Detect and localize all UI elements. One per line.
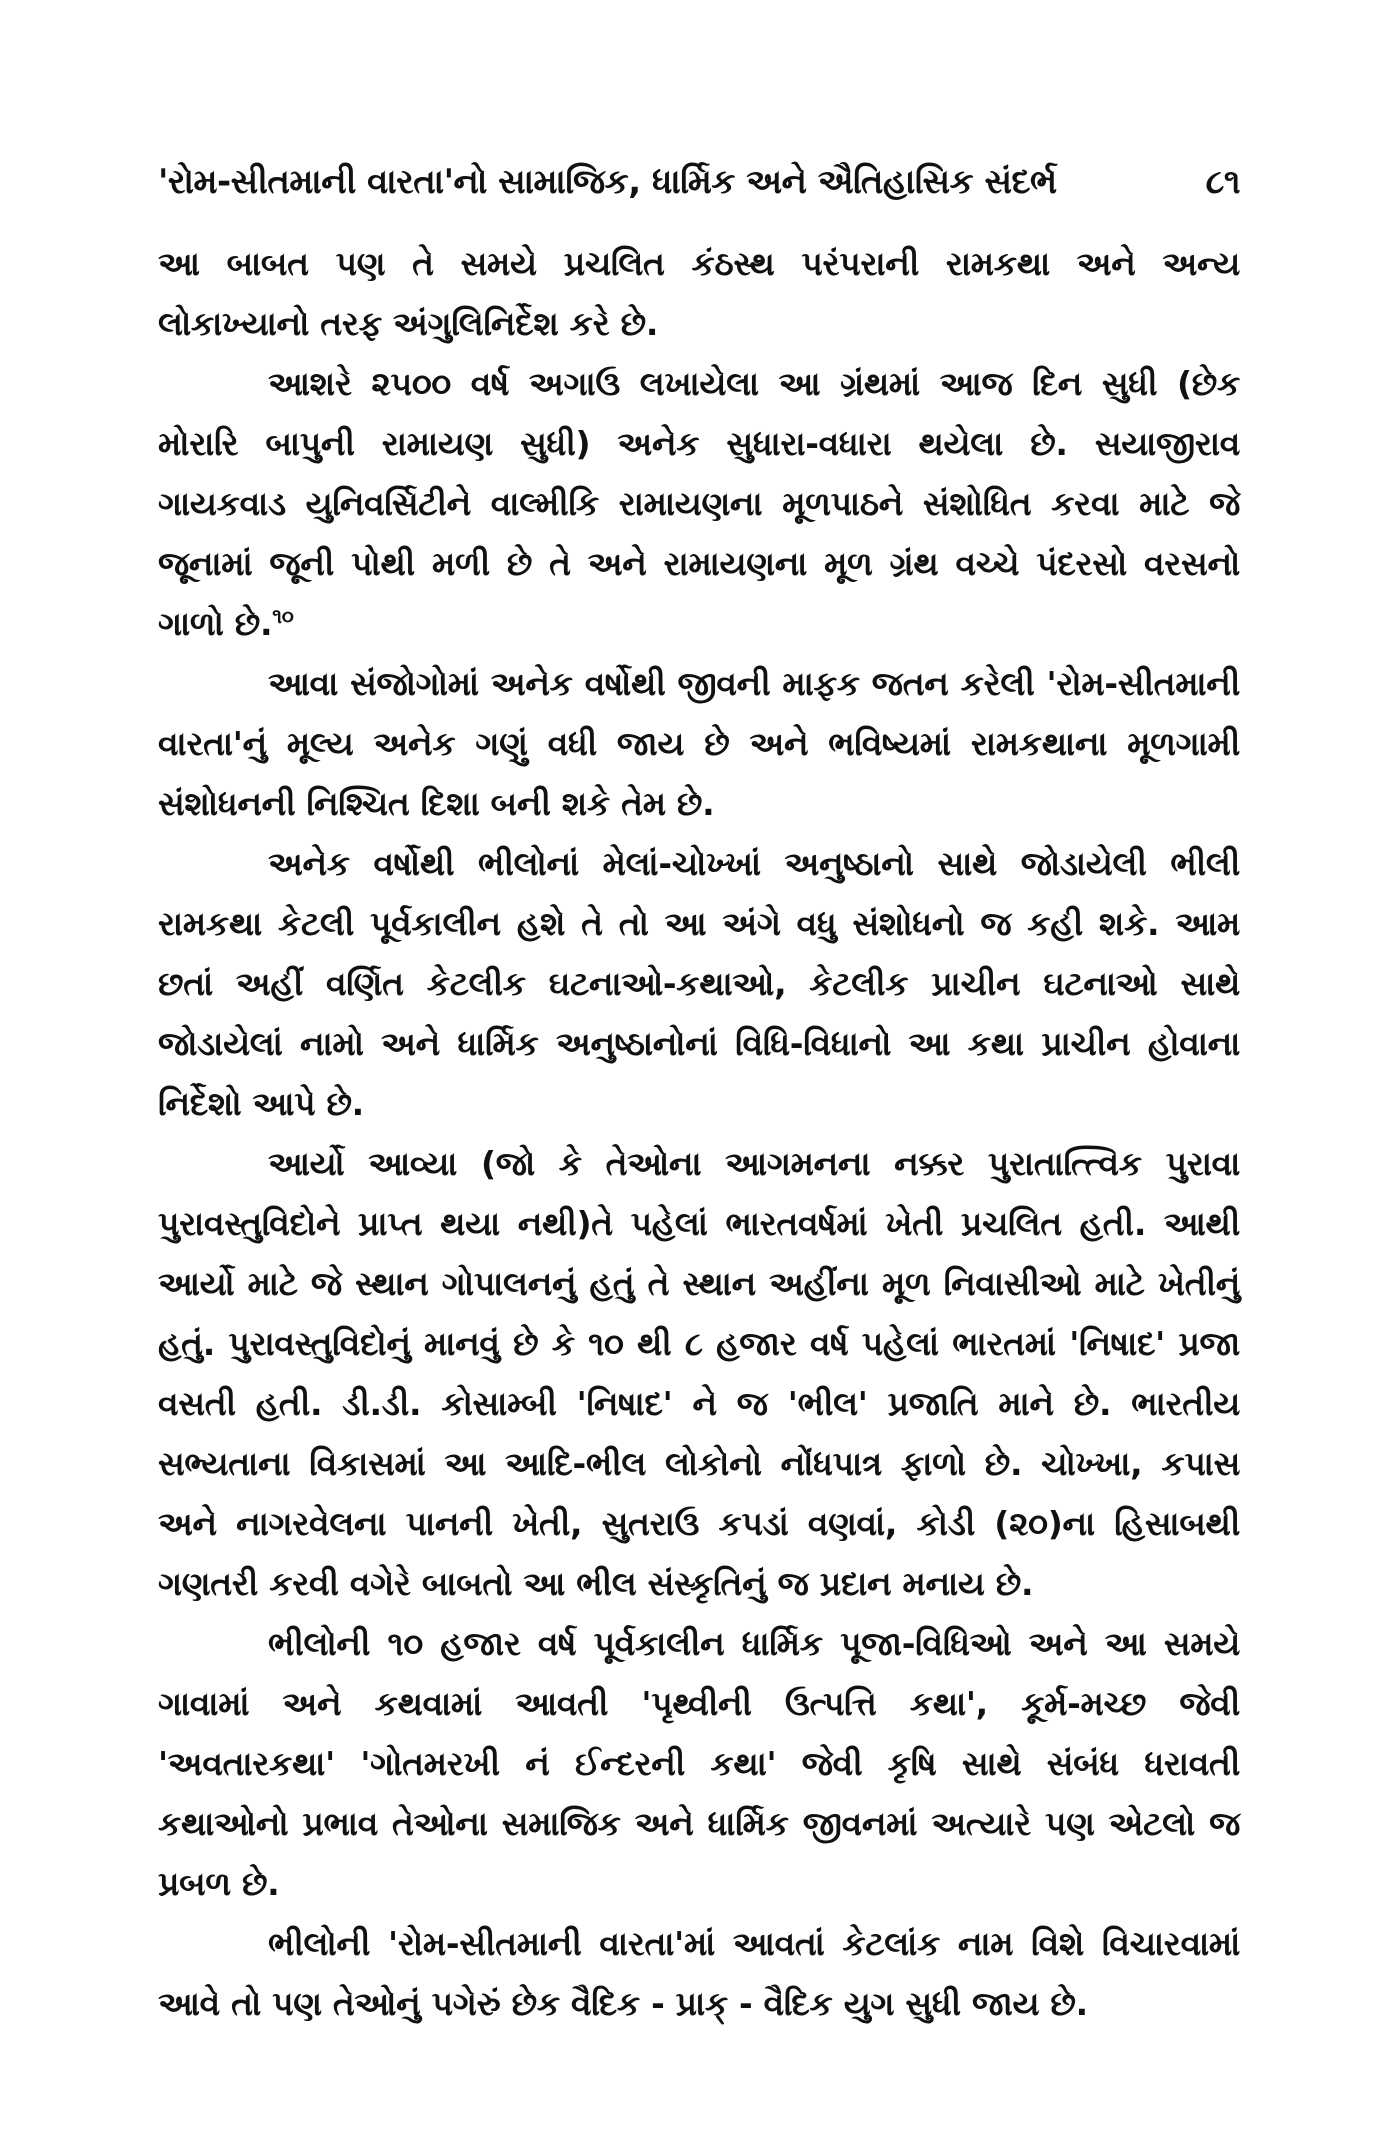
paragraph-4-text: અનેક વર્ષોથી ભીલોનાં મેલાં-ચોખ્ખાં અનુષ્ઠાનો સાથે જોડાયેલી ભીલી રામકથા કેટલી પૂર્વકાલીન હશે તે તો આ અંગે વધુ સંશોધનો જ કહી શકે. આમ છતાં અહીં વર્ણિત કેટલીક ઘટનાઓ-કથાઓ, કેટલીક પ્રાચીન ઘટનાઓ સાથે જોડાયેલાં નામો અને ધાર્મિક અનુષ્ઠાનોનાં વિધિ-વિધાનો આ કથા પ્રાચીન હોવાના નિર્દેશો આપે છે. — [158, 844, 1240, 1123]
paragraph-7 — [158, 1914, 1240, 2034]
paragraph-2 — [158, 354, 1240, 654]
paragraph-1-text: આ બાબત પણ તે સમયે પ્રચલિત કંઠસ્થ પરંપરાની રામકથા અને અન્ય લોકાખ્યાનો તરફ અંગુલિનિર્દેશ કરે છે. — [158, 244, 1240, 343]
running-title: 'રોમ-સીતમાની વારતા'નો સામાજિક, ધાર્મિક અને ઐતિહાસિક સંદર્ભ — [158, 162, 1057, 202]
paragraph-1 — [158, 234, 1240, 354]
paragraph-5-text: આર્યો આવ્યા (જો કે તેઓના આગમનના નક્કર પુરાતાત્ત્વિક પુરાવા પુરાવસ્તુવિદોને પ્રાપ્ત થયા નથી)તે પહેલાં ભારતવર્ષમાં ખેતી પ્રચલિત હતી. આથી આર્યો માટે જે સ્થાન ગોપાલનનું હતું તે સ્થાન અહીંના મૂળ નિવાસીઓ માટે ખેતીનું હતું. પુરાવસ્તુવિદોનું માનવું છે કે ૧૦ થી ૮ હજાર વર્ષ પહેલાં ભારતમાં 'નિષાદ' પ્રજા વસતી હતી. ડી.ડી. કોસામ્બી 'નિષાદ' ને જ 'ભીલ' પ્રજાતિ માને છે. ભારતીય સભ્યતાના વિકાસમાં આ આદિ-ભીલ લોકોનો નોંધપાત્ર ફાળો છે. ચોખ્ખા, કપાસ અને નાગરવેલના પાનની ખેતી, સુતરાઉ કપડાં વણવાં, કોડી (૨૦)ના હિસાબથી ગણતરી કરવી વગેરે બાબતો આ ભીલ સંસ્કૃતિનું જ પ્રદાન મનાય છે. — [158, 1144, 1240, 1603]
running-header — [158, 160, 1240, 204]
paragraph-3 — [158, 654, 1240, 834]
paragraph-7-text: ભીલોની 'રોમ-સીતમાની વારતા'માં આવતાં કેટલાંક નામ વિશે વિચારવામાં આવે તો પણ તેઓનું પગેરું છેક વૈદિક - પ્રાક્ - વૈદિક યુગ સુધી જાય છે. — [158, 1924, 1240, 2023]
paragraph-4 — [158, 834, 1240, 1134]
paragraph-2-text: આશરે ૨૫૦૦ વર્ષ અગાઉ લખાયેલા આ ગ્રંથમાં આજ દિન સુધી (છેક મોરારિ બાપુની રામાયણ સુધી) અનેક સુધારા-વધારા થયેલા છે. સયાજીરાવ ગાયકવાડ યુનિવર્સિટીને વાલ્મીકિ રામાયણના મૂળપાઠને સંશોધિત કરવા માટે જે જૂનામાં જૂની પોથી મળી છે તે અને રામાયણના મૂળ ગ્રંથ વચ્ચે પંદરસો વરસનો ગાળો છે. — [158, 364, 1240, 643]
paragraph-5 — [158, 1134, 1240, 1614]
book-page — [158, 160, 1240, 2034]
paragraph-6 — [158, 1614, 1240, 1914]
paragraph-3-text: આવા સંજોગોમાં અનેક વર્ષોથી જીવની માફક જતન કરેલી 'રોમ-સીતમાની વારતા'નું મૂલ્ય અનેક ગણું વધી જાય છે અને ભવિષ્યમાં રામકથાના મૂળગામી સંશોધનની નિશ્ચિત દિશા બની શકે તેમ છે. — [158, 664, 1240, 823]
paragraph-6-text: ભીલોની ૧૦ હજાર વર્ષ પૂર્વકાલીન ધાર્મિક પૂજા-વિધિઓ અને આ સમયે ગાવામાં અને કથવામાં આવતી 'પૃથ્વીની ઉત્પત્તિ કથા', કૂર્મ-મચ્છ જેવી 'અવતારકથા' 'ગોતમરખી નં ઈન્દરની કથા' જેવી કૃષિ સાથે સંબંધ ધરાવતી કથાઓનો પ્રભાવ તેઓના સમાજિક અને ધાર્મિક જીવનમાં અત્યારે પણ એટલો જ પ્રબળ છે. — [158, 1624, 1240, 1903]
body-text — [158, 234, 1240, 2034]
footnote-marker: ૧૦ — [272, 604, 294, 628]
page-number: ૮૧ — [1205, 162, 1240, 202]
